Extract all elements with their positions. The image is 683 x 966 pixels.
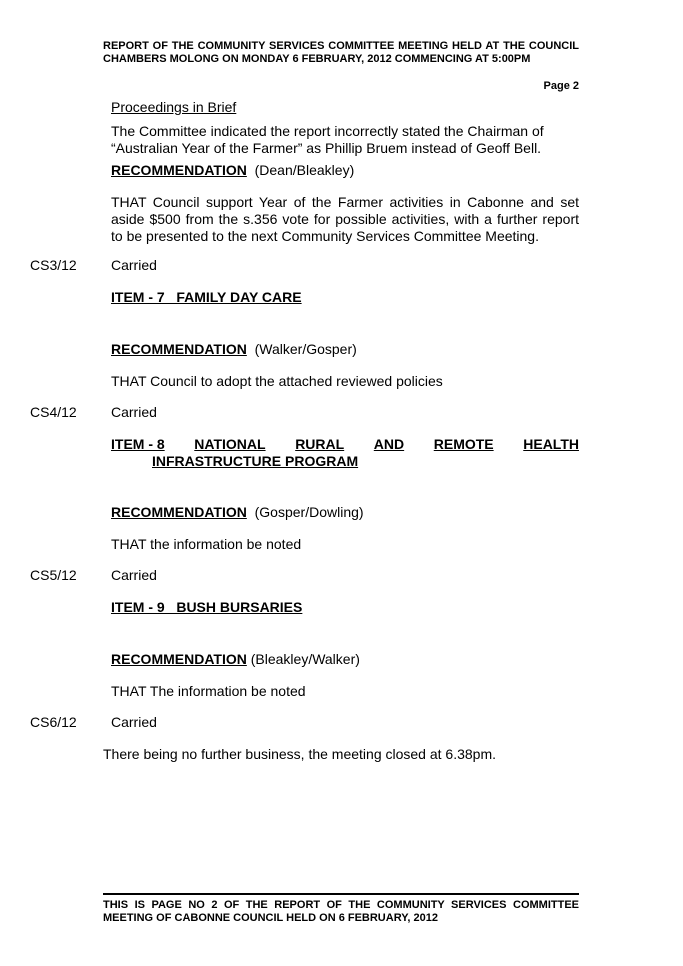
proceedings-text: The Committee indicated the report incorrectly stated the Chairman of “Australian Year of the Farmer” as Phillip Bruem instead of Geoff Bell. [111, 123, 544, 156]
recommendation-movers: (Bleakley/Walker) [250, 651, 360, 667]
report-header-title: REPORT OF THE COMMUNITY SERVICES COMMITTEE MEETING HELD AT THE COUNCIL CHAMBERS MOLONG ON MONDAY 6 FEBRUARY, 2012 COMMENCING AT 5:00PM [103, 40, 579, 65]
item-7-heading: ITEM - 7 FAMILY DAY CARE [111, 289, 302, 305]
footer-divider [103, 893, 579, 895]
resolution-status: Carried [111, 257, 157, 273]
resolution-status: Carried [111, 404, 157, 420]
heading-word: ITEM - 8 [111, 436, 165, 452]
heading-line2-text: INFRASTRUCTURE PROGRAM [152, 453, 359, 469]
item-8-heading [111, 436, 579, 470]
proceedings-heading: Proceedings in Brief [111, 99, 237, 115]
item-9-heading: ITEM - 9 BUSH BURSARIES [111, 599, 303, 615]
resolution-status: Carried [111, 567, 157, 583]
page-number: Page 2 [543, 80, 579, 92]
item-7-recommendation-text: THAT Council to adopt the attached reviewed policies [111, 373, 443, 389]
resolution-number: CS3/12 [30, 257, 77, 273]
item-8-heading-line1 [111, 436, 579, 453]
page-footer: THIS IS PAGE NO 2 OF THE REPORT OF THE COMMUNITY SERVICES COMMITTEE MEETING OF CABONNE COUNCIL HELD ON 6 FEBRUARY, 2012 [103, 899, 579, 924]
item-8-heading-line2 [111, 453, 579, 470]
heading-word: REMOTE [433, 436, 494, 452]
resolution-status: Carried [111, 714, 157, 730]
closing-statement: There being no further business, the meeting closed at 6.38pm. [103, 746, 497, 762]
recommendation-movers: (Dean/Bleakley) [254, 162, 355, 178]
item-8-recommendation-text: THAT the information be noted [111, 536, 302, 552]
item-9-recommendation-line [111, 651, 360, 668]
item-8-recommendation-line [111, 504, 364, 521]
recommendation-label: RECOMMENDATION [111, 341, 247, 357]
recommendation-line [111, 162, 354, 179]
recommendation-label: RECOMMENDATION [111, 162, 247, 178]
resolution-number: CS6/12 [30, 714, 77, 730]
recommendation-label: RECOMMENDATION [111, 651, 247, 667]
resolution-number: CS5/12 [30, 567, 77, 583]
item-7-recommendation-line [111, 341, 357, 358]
recommendation-text: THAT Council support Year of the Farmer activities in Cabonne and set aside $500 from the s.356 vote for possible activities, with a further report to be presented to the next Community Services Committee Meeting. [111, 194, 579, 244]
recommendation-label: RECOMMENDATION [111, 504, 247, 520]
heading-word: RURAL [295, 436, 345, 452]
heading-word: NATIONAL [194, 436, 266, 452]
heading-word: AND [373, 436, 405, 452]
recommendation-movers: (Gosper/Dowling) [254, 504, 364, 520]
item-9-recommendation-text: THAT The information be noted [111, 683, 306, 699]
resolution-number: CS4/12 [30, 404, 77, 420]
recommendation-movers: (Walker/Gosper) [254, 341, 357, 357]
heading-word: HEALTH [523, 436, 579, 452]
